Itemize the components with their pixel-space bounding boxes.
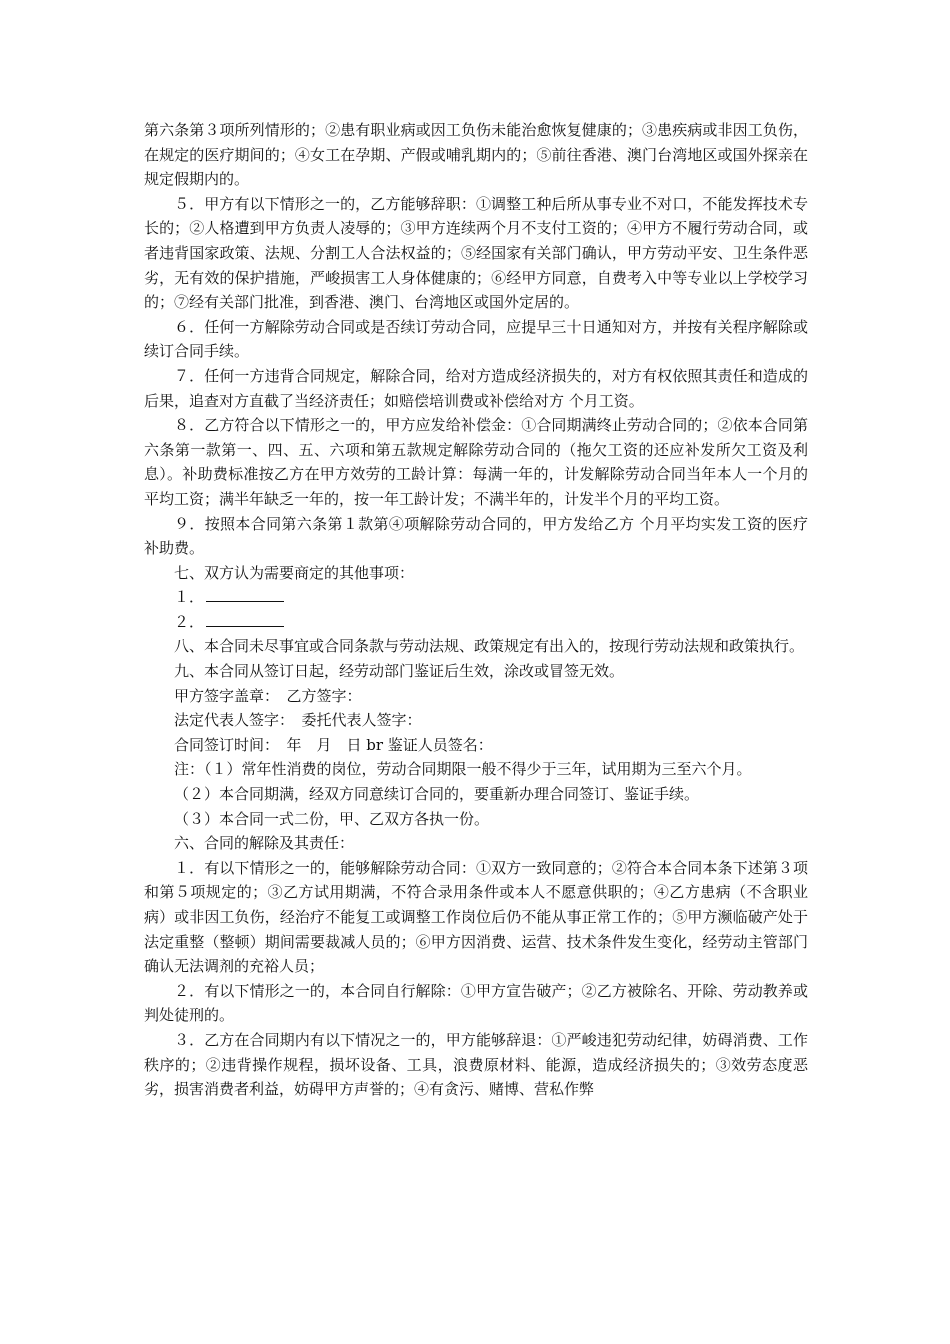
document-body bbox=[144, 118, 808, 1102]
paragraph-10: 八、本合同未尽事宜或合同条款与劳动法规、政策规定有出入的，按现行劳动法规和政策执行。 bbox=[174, 637, 805, 656]
signature-line-1: 甲方签字盖章： 乙方签字： bbox=[174, 686, 362, 705]
paragraph-5: ８．乙方符合以下情形之一的，甲方应发给补偿金：①合同期满终止劳动合同的；②依本合同第六条第一款第一、四、五、六项和第五款规定解除劳动合同的（拖欠工资的还应补发所欠工资及利息）。补助费标准按乙方在甲方效劳的工龄计算：每满一年的，计发解除劳动合同当年本人一个月的平均工资；满半年缺乏一年的，按一年工龄计发；不满半年的，计发半个月的平均工资。 bbox=[144, 416, 808, 508]
note-2: （２）本合同期满，经双方同意续订合同的，要重新办理合同签订、鉴证手续。 bbox=[174, 785, 700, 804]
blank-item-1-label: １． bbox=[174, 588, 205, 607]
blank-item-2 bbox=[144, 610, 808, 635]
section-heading-6: 六、合同的解除及其责任： bbox=[174, 834, 355, 853]
paragraph-7: 七、双方认为需要商定的其他事项： bbox=[174, 563, 415, 582]
paragraph-1: 第六条第３项所列情形的；②患有职业病或因工负伤未能治愈恢复健康的；③患疾病或非因工负伤，在规定的医疗期间的；④女工在孕期、产假或哺乳期内的；⑤前往香港、澳门台湾地区或国外探亲在规定假期内的。 bbox=[144, 121, 808, 189]
paragraph-4: ７．任何一方违背合同规定，解除合同，给对方造成经济损失的，对方有权依照其责任和造成的后果，追查对方直截了当经济责任；如赔偿培训费或补偿给对方 个月工资。 bbox=[144, 366, 808, 410]
paragraph-3: ６．任何一方解除劳动合同或是否续订劳动合同，应提早三十日通知对方，并按有关程序解除或续订合同手续。 bbox=[144, 317, 808, 361]
paragraph-21: ３．乙方在合同期内有以下情况之一的，甲方能够辞退：①严峻违犯劳动纪律，妨碍消费、工作秩序的；②违背操作规程，损坏设备、工具，浪费原材料、能源，造成经济损失的；③效劳态度恶劣，损害消费者利益，妨碍甲方声誉的；④有贪污、赌博、营私作弊 bbox=[144, 1030, 808, 1099]
blank-item-1 bbox=[144, 585, 808, 610]
note-3: （３）本合同一式二份，甲、乙双方各执一份。 bbox=[174, 809, 490, 828]
blank-item-2-label: ２． bbox=[174, 612, 205, 631]
note-1: 注：（１）常年性消费的岗位，劳动合同期限一般不得少于三年，试用期为三至六个月。 bbox=[174, 760, 752, 779]
signature-line-3: 合同签订时间： 年 月 日 br 鉴证人员签名： bbox=[174, 735, 493, 754]
blank-line-1 bbox=[206, 586, 284, 602]
signature-line-2: 法定代表人签字： 委托代表人签字： bbox=[174, 711, 422, 730]
paragraph-6: ９．按照本合同第六条第１款第④项解除劳动合同的，甲方发给乙方 个月平均实发工资的医疗补助费。 bbox=[144, 514, 808, 558]
paragraph-2: ５．甲方有以下情形之一的，乙方能够辞职：①调整工种后所从事专业不对口，不能发挥技术专长的；②人格遭到甲方负责人凌辱的；③甲方连续两个月不支付工资的；④甲方不履行劳动合同，或者违背国家政策、法规、分割工人合法权益的；⑤经国家有关部门确认，甲方劳动平安、卫生条件恶劣，无有效的保护措施，严峻损害工人身体健康的；⑥经甲方同意，自费考入中等专业以上学校学习的；⑦经有关部门批准，到香港、澳门、台湾地区或国外定居的。 bbox=[144, 194, 808, 312]
paragraph-11: 九、本合同从签订日起，经劳动部门鉴证后生效，涂改或冒签无效。 bbox=[174, 662, 625, 681]
paragraph-19: １．有以下情形之一的，能够解除劳动合同：①双方一致同意的；②符合本合同本条下述第３项和第５项规定的；③乙方试用期满，不符合录用条件或本人不愿意供职的；④乙方患病（不含职业病）或非因工负伤，经治疗不能复工或调整工作岗位后仍不能从事正常工作的；⑤甲方濒临破产处于法定重整（整顿）期间需要裁减人员的；⑥甲方因消费、运营、技术条件发生变化，经劳动主管部门确认无法调剂的充裕人员； bbox=[144, 858, 808, 976]
paragraph-20: ２．有以下情形之一的，本合同自行解除：①甲方宣告破产；②乙方被除名、开除、劳动教养或判处徒刑的。 bbox=[144, 981, 808, 1025]
blank-line-2 bbox=[206, 611, 284, 627]
